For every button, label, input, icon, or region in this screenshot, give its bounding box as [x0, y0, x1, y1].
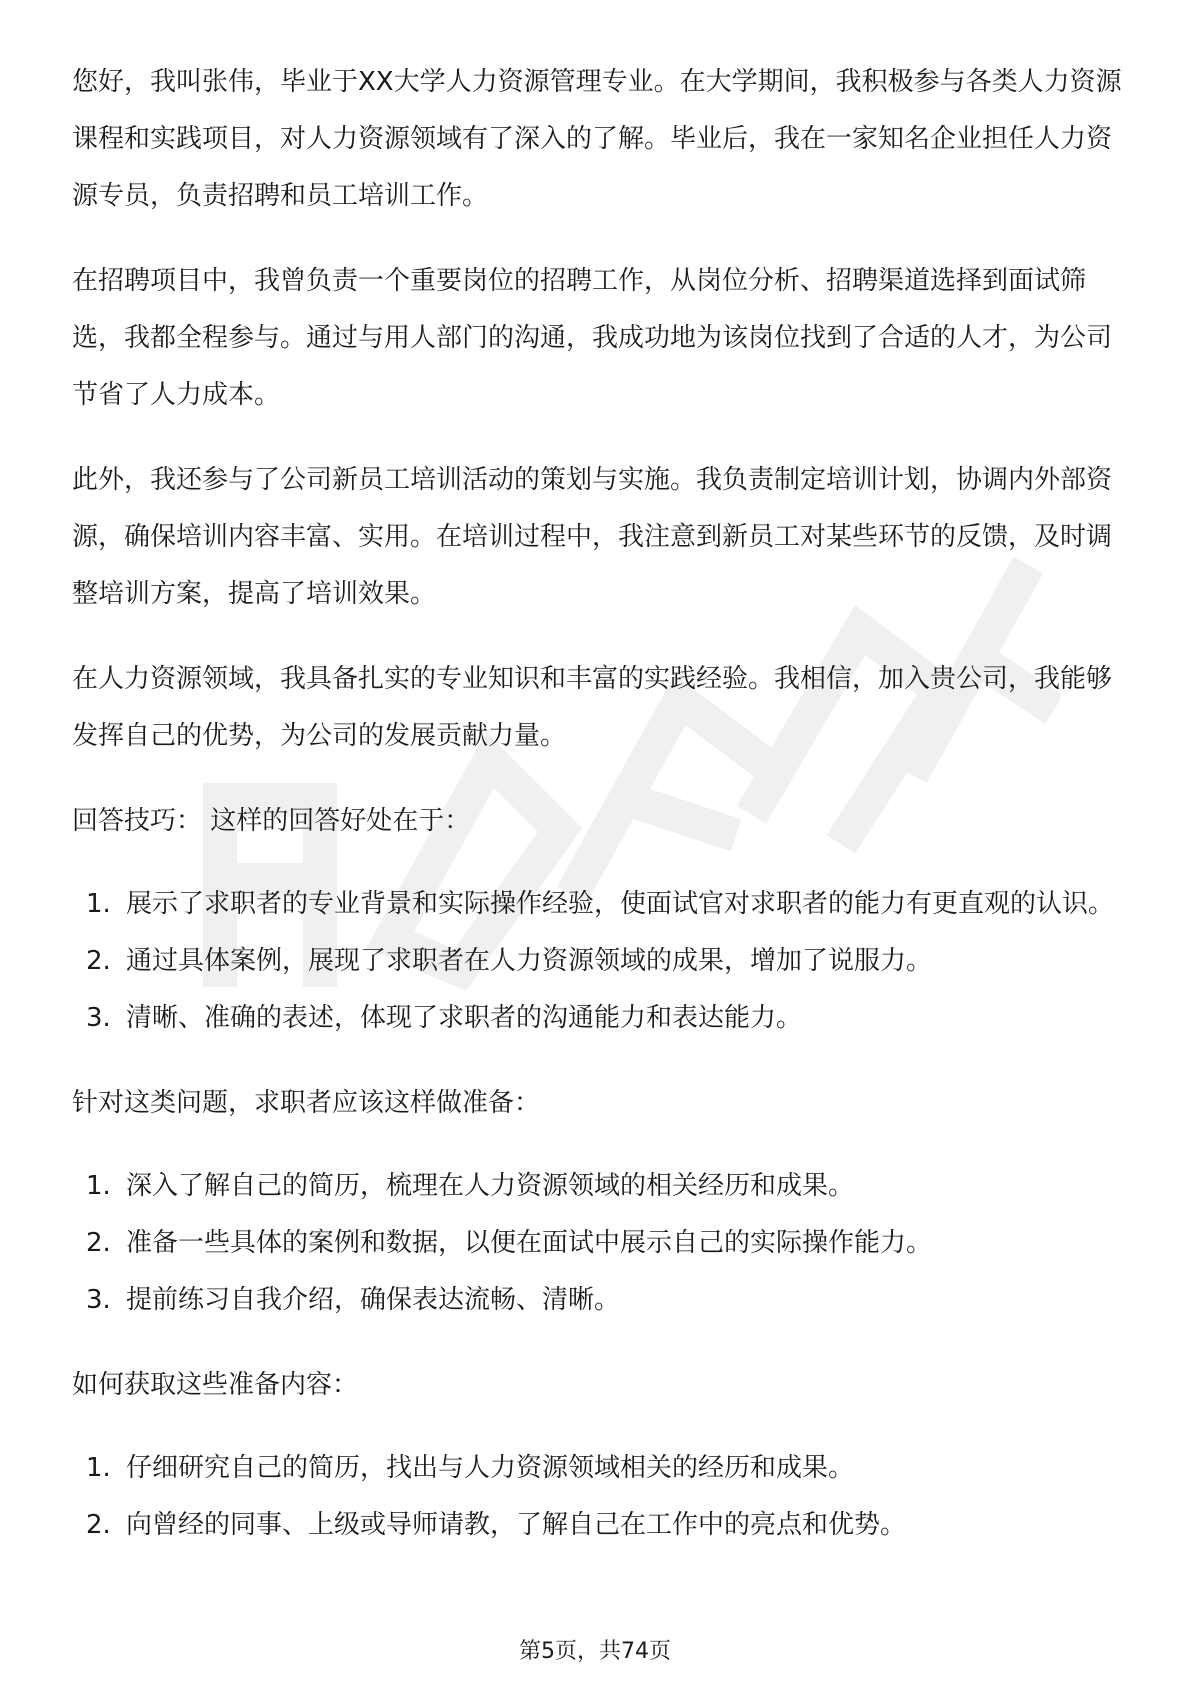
document-body [72, 54, 1122, 1582]
list-item-text: 准备一些具体的案例和数据，以便在面试中展示自己的实际操作能力。 [126, 1228, 933, 1258]
obtain-heading: 如何获取这些准备内容： [72, 1370, 359, 1400]
list-number: 1. [86, 889, 111, 919]
obtain-list [72, 1440, 1122, 1554]
list-item [72, 1215, 1122, 1272]
list-item-text: 通过具体案例，展现了求职者在人力资源领域的成果，增加了说服力。 [126, 946, 933, 976]
list-item-text: 向曾经的同事、上级或导师请教，了解自己在工作中的亮点和优势。 [126, 1510, 907, 1540]
list-item-text: 仔细研究自己的简历，找出与人力资源领域相关的经历和成果。 [126, 1453, 855, 1483]
list-number: 1. [86, 1171, 111, 1201]
list-item-text: 提前练习自我介绍，确保表达流畅、清晰。 [126, 1285, 621, 1315]
list-item-text: 清晰、准确的表述，体现了求职者的沟通能力和表达能力。 [126, 1003, 803, 1033]
prepare-heading: 针对这类问题，求职者应该这样做准备： [72, 1088, 541, 1118]
list-item-text: 深入了解自己的简历，梳理在人力资源领域的相关经历和成果。 [126, 1171, 855, 1201]
training-paragraph: 此外，我还参与了公司新员工培训活动的策划与实施。我负责制定培训计划，协调内外部资源，确保培训内容丰富、实用。在培训过程中，我注意到新员工对某些环节的反馈，及时调整培训方案，提高了培训效果。 [72, 465, 1113, 609]
list-item [72, 1158, 1122, 1215]
list-number: 3. [86, 1003, 111, 1033]
recruitment-paragraph: 在招聘项目中，我曾负责一个重要岗位的招聘工作，从岗位分析、招聘渠道选择到面试筛选，我都全程参与。通过与用人部门的沟通，我成功地为该岗位找到了合适的人才，为公司节省了人力成本。 [72, 266, 1113, 410]
tips-list [72, 876, 1122, 1047]
prepare-list [72, 1158, 1122, 1329]
closing-paragraph: 在人力资源领域，我具备扎实的专业知识和丰富的实践经验。我相信，加入贵公司，我能够发挥自己的优势，为公司的发展贡献力量。 [72, 664, 1113, 751]
list-number: 3. [86, 1285, 111, 1315]
list-number: 2. [86, 1228, 111, 1258]
list-item [72, 1440, 1122, 1497]
list-item [72, 933, 1122, 990]
list-item [72, 1497, 1122, 1554]
tips-heading: 回答技巧： 这样的回答好处在于： [72, 806, 471, 836]
list-number: 2. [86, 946, 111, 976]
list-item [72, 990, 1122, 1047]
list-number: 1. [86, 1453, 111, 1483]
page-number-footer: 第5页，共74页 [519, 1639, 671, 1664]
intro-paragraph: 您好，我叫张伟，毕业于XX大学人力资源管理专业。在大学期间，我积极参与各类人力资源课程和实践项目，对人力资源领域有了深入的了解。毕业后，我在一家知名企业担任人力资源专员，负责招聘和员工培训工作。 [72, 67, 1122, 211]
list-item-text: 展示了求职者的专业背景和实际操作经验，使面试官对求职者的能力有更直观的认识。 [126, 889, 1115, 919]
list-item [72, 876, 1122, 933]
list-number: 2. [86, 1510, 111, 1540]
list-item [72, 1272, 1122, 1329]
